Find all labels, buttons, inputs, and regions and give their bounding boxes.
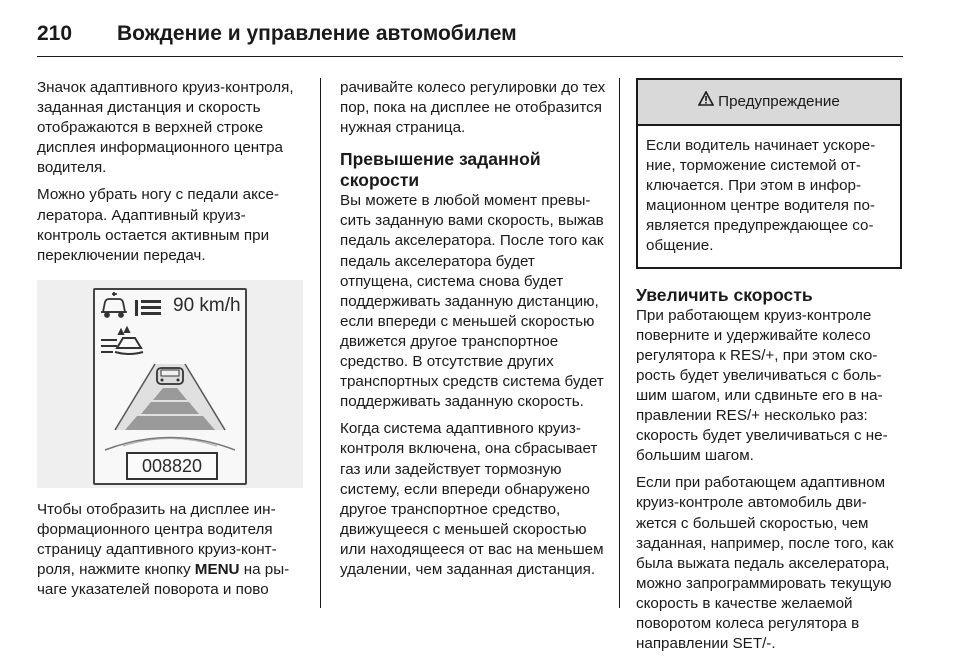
- header-divider: [37, 56, 903, 57]
- warning-text: Если водитель начинает ускорение, торможение системой отключается. При этом в информационном центре водителя появляется предупреждающее сообщение.: [646, 137, 876, 255]
- paragraph-acc-display: Значок адаптивного круиз-контроля, заданная дистанция и скорость отображаются в верхней строке дисплея информационного центра водителя.: [37, 79, 294, 177]
- paragraph-exceed-speed: Вы можете в любой момент превысить заданную вами скорость, выжав педаль акселератора. После того как педаль акселератора будет отпущена, система снова будет поддерживать заданную дистанцию, если впереди с меньшей скоростью движется другое транспортное средство. В отсутствие других транспортных средств система будет поддерживать заданную скорость.: [340, 192, 604, 411]
- page-number: 210: [37, 22, 73, 45]
- road-perspective: [115, 364, 225, 430]
- column-divider-left: [320, 78, 321, 608]
- menu-button-label: MENU: [194, 561, 240, 579]
- page-header: [37, 14, 907, 54]
- section-heading-exceed-speed: Превышение заданной скорости: [340, 149, 541, 191]
- column-right: [636, 78, 902, 661]
- warning-header: [638, 80, 900, 126]
- column-middle: [340, 78, 606, 587]
- odometer: 008820: [126, 452, 218, 480]
- acc-cruise-icon: [101, 292, 127, 317]
- set-speed-readout: 90 km/h: [173, 294, 241, 316]
- section-heading-increase-speed: Увеличить скорость: [636, 284, 813, 305]
- warning-triangle-icon: [698, 91, 714, 112]
- column-left: [37, 78, 303, 607]
- distance-bars-icon: [135, 300, 161, 316]
- warning-box: [636, 78, 902, 269]
- paragraph-set-speed: Если при работающем адаптивном круиз-контроле автомобиль движется с большей скоростью, чем заданная, например, после того, как была выжата педаль акселератора, можно запрограммировать текущую скорость в качестве желаемой поворотом колеса регулятора в направлении SET/-.: [636, 474, 894, 653]
- page-title: Вождение и управление автомобилем: [117, 22, 517, 45]
- warning-title: Предупреждение: [718, 92, 840, 110]
- paragraph-acc-braking: Когда система адаптивного круиз-контроля включена, она сбрасывает газ или задействует тормозную систему, если впереди обнаружено другое транспортное средство, движущееся с меньшей скоростью или находящееся от вас на меньшем удалении, чем заданная дистанция.: [340, 420, 604, 578]
- driver-info-display: [93, 288, 247, 485]
- paragraph-continuation: рачивайте колесо регулировки до тех пор, пока на дисплее не отобразится нужная страница.: [340, 79, 606, 137]
- paragraph-res-increase: При работающем круиз-контроле поверните и удерживайте колесо регулятора к RES/+, при этом скорость будет увеличиваться с большим шагом, или сдвиньте его в направлении RES/+ несколько раз: скорость будет увеличиваться с небольшим шагом.: [636, 306, 888, 465]
- column-divider-right: [619, 78, 620, 608]
- paragraph-menu-instructions: Чтобы отобразить на дисплее информационного центра водителя страницу адаптивного круиз-контроля, нажмите кнопку MENU на рычаге указателей поворота и пово: [37, 500, 290, 599]
- paragraph-foot-off: Можно убрать ногу с педали акселератора. Адаптивный круиз-контроль остается активным при переключении передач.: [37, 186, 279, 264]
- driver-info-display-figure: [37, 280, 303, 488]
- vehicle-ahead-icon: [101, 328, 143, 354]
